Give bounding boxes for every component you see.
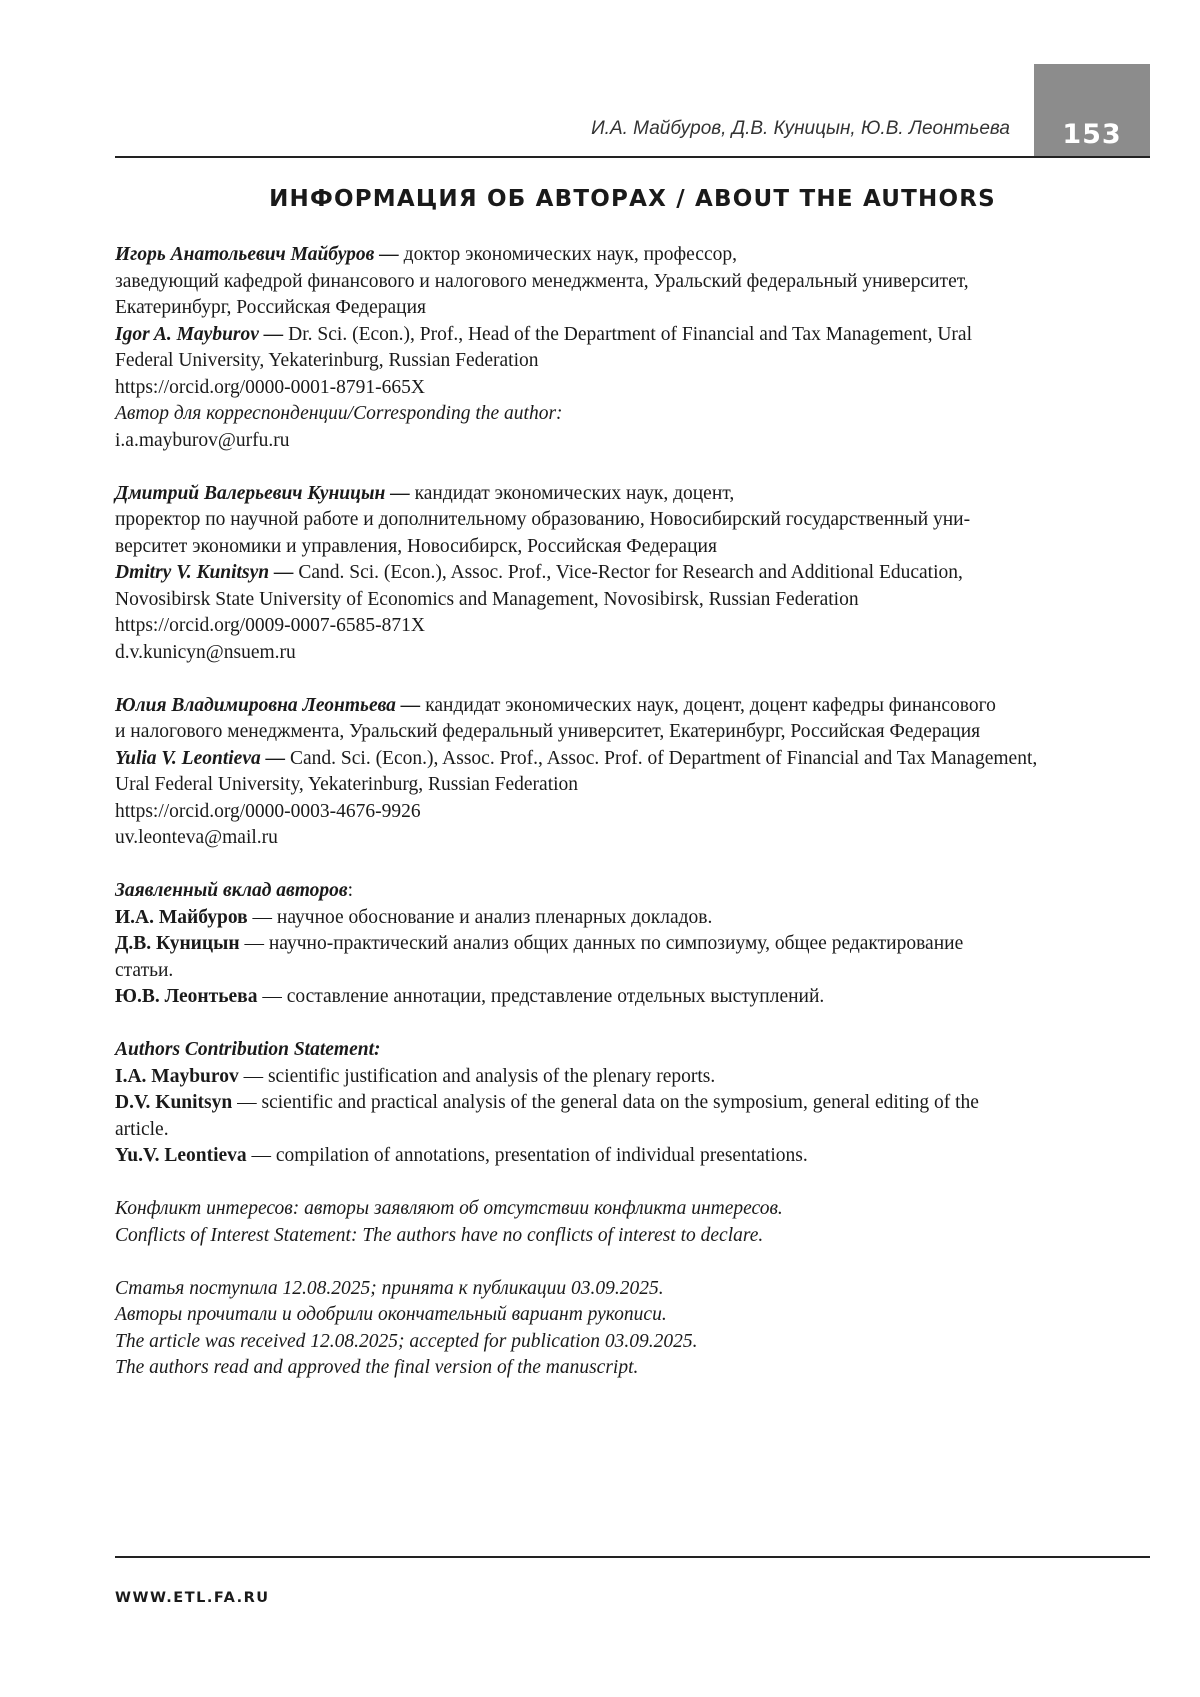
approved-en: The authors read and approved the final version of the manuscript. xyxy=(115,1357,639,1378)
author-desc-ru: кандидат экономических наук, доцент, доцент кафедры финансового xyxy=(420,694,996,716)
author-desc-en: Ural Federal University, Yekaterinburg, Russian Federation xyxy=(115,774,579,795)
contribution-text: — научно-практический анализ общих данных по симпозиуму, общее редактирование xyxy=(239,933,964,954)
contribution-text: — научное обоснование и анализ пленарных докладов. xyxy=(247,906,713,928)
author-desc-ru: доктор экономических наук, профессор, xyxy=(398,244,737,265)
author-orcid[interactable]: https://orcid.org/0000-0003-4676-9926 xyxy=(115,800,421,822)
author-desc-en: Cand. Sci. (Econ.), Assoc. Prof., Vice-Rector for Research and Additional Education, xyxy=(293,562,963,583)
author-name-ru: Юлия Владимировна Леонтьева — xyxy=(115,694,421,716)
author-block-leontieva xyxy=(115,693,1165,852)
author-desc-en: Dr. Sci. (Econ.), Prof., Head of the Department of Financial and Tax Management, Ural xyxy=(283,323,972,345)
author-email[interactable]: uv.leonteva@mail.ru xyxy=(115,827,278,848)
contribution-text: статьи. xyxy=(115,959,174,981)
author-name-en: Yulia V. Leontieva — xyxy=(115,747,286,769)
contribution-ru xyxy=(115,878,1165,1011)
author-block-mayburov xyxy=(115,242,1165,454)
author-name-en: Igor A. Mayburov — xyxy=(115,323,284,345)
section-title: ИНФОРМАЦИЯ ОБ АВТОРАХ / ABOUT THE AUTHORS xyxy=(269,186,996,212)
author-desc-ru: проректор по научной работе и дополнительному образованию, Новосибирский государственный уни- xyxy=(115,509,971,530)
author-desc-ru: заведующий кафедрой финансового и налогового менеджмента, Уральский федеральный университет, xyxy=(115,270,969,292)
article-dates xyxy=(115,1276,1165,1382)
received-ru: Статья поступила 12.08.2025; принята к публикации 03.09.2025. xyxy=(115,1277,664,1299)
contribution-text: — scientific justification and analysis of the plenary reports. xyxy=(238,1065,716,1087)
author-desc-ru: верситет экономики и управления, Новосибирск, Российская Федерация xyxy=(115,535,717,557)
contribution-author-name: Д.В. Куницын xyxy=(115,933,240,954)
footer-url[interactable]: WWW.ETL.FA.RU xyxy=(115,1590,270,1606)
contribution-heading-ru: Заявленный вклад авторов xyxy=(115,880,348,901)
page-number-box xyxy=(1034,64,1150,156)
contribution-author-name: Yu.V. Leontieva xyxy=(115,1145,247,1166)
contribution-text: — составление аннотации, представление отдельных выступлений. xyxy=(257,986,825,1007)
author-desc-ru: Екатеринбург, Российская Федерация xyxy=(115,297,427,318)
contribution-heading-en: Authors Contribution Statement: xyxy=(115,1039,381,1060)
conflict-statement xyxy=(115,1196,1165,1249)
author-block-kunitsyn xyxy=(115,481,1165,667)
contribution-text: — scientific and practical analysis of the general data on the symposium, general editing of the xyxy=(232,1092,979,1113)
contribution-author-name: Ю.В. Леонтьева xyxy=(115,986,258,1007)
author-desc-ru: кандидат экономических наук, доцент, xyxy=(409,482,735,504)
footer-rule xyxy=(115,1556,1150,1558)
conflict-ru: Конфликт интересов: авторы заявляют об отсутствии конфликта интересов. xyxy=(115,1198,783,1219)
authors-info-body xyxy=(115,242,1165,1382)
author-desc-ru: и налогового менеджмента, Уральский федеральный университет, Екатеринбург, Российская Федерация xyxy=(115,721,981,742)
author-orcid[interactable]: https://orcid.org/0009-0007-6585-871X xyxy=(115,615,425,636)
author-email[interactable]: d.v.kunicyn@nsuem.ru xyxy=(115,641,296,663)
author-name-ru: Игорь Анатольевич Майбуров — xyxy=(115,244,399,265)
received-en: The article was received 12.08.2025; accepted for publication 03.09.2025. xyxy=(115,1330,698,1352)
page-number: 153 xyxy=(1062,119,1122,150)
author-desc-en: Novosibirsk State University of Economics and Management, Novosibirsk, Russian Federation xyxy=(115,588,859,610)
author-email[interactable]: i.a.mayburov@urfu.ru xyxy=(115,429,290,451)
contribution-author-name: I.A. Mayburov xyxy=(115,1065,239,1087)
author-desc-en: Federal University, Yekaterinburg, Russian Federation xyxy=(115,350,539,371)
contribution-heading-colon: : xyxy=(347,880,354,901)
conflict-en: Conflicts of Interest Statement: The authors have no conflicts of interest to declare. xyxy=(115,1224,764,1246)
contribution-author-name: И.А. Майбуров xyxy=(115,906,248,928)
author-name-ru: Дмитрий Валерьевич Куницын — xyxy=(115,482,410,504)
header-rule xyxy=(115,156,1150,158)
contribution-en xyxy=(115,1037,1165,1170)
contribution-text: — compilation of annotations, presentation of individual presentations. xyxy=(246,1145,808,1166)
contribution-text: article. xyxy=(115,1118,169,1140)
author-name-en: Dmitry V. Kunitsyn — xyxy=(115,562,294,583)
contribution-author-name: D.V. Kunitsyn xyxy=(115,1092,233,1113)
author-orcid[interactable]: https://orcid.org/0000-0001-8791-665X xyxy=(115,376,425,398)
corresponding-author-label: Автор для корреспонденции/Corresponding the author: xyxy=(115,403,563,424)
approved-ru: Авторы прочитали и одобрили окончательный вариант рукописи. xyxy=(115,1304,667,1325)
author-desc-en: Cand. Sci. (Econ.), Assoc. Prof., Assoc. Prof. of Department of Financial and Tax Management, xyxy=(285,747,1038,769)
running-header-authors: И.А. Майбуров, Д.В. Куницын, Ю.В. Леонтьева xyxy=(591,118,1010,139)
